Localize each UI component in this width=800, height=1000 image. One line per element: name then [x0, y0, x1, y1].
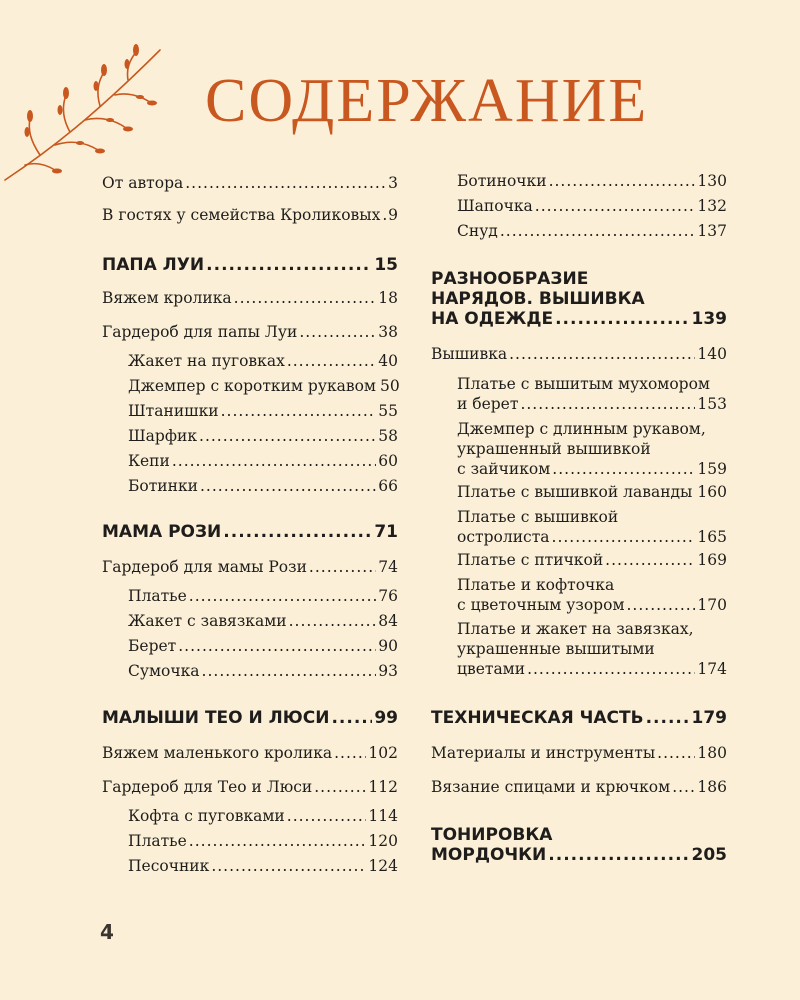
toc-entry[interactable]: Гардероб для мамы Рози ..... 74: [102, 557, 398, 577]
toc-section[interactable]: ПАПА ЛУИ ..... 15: [102, 255, 398, 275]
toc-section[interactable]: ТОНИРОВКА МОРДОЧКИ ..... 205: [431, 825, 727, 865]
toc-subentry[interactable]: Кофта с пуговками ..... 114: [128, 806, 398, 826]
toc-subentry[interactable]: Платье и кофточка с цветочным узором ..... 170: [457, 575, 727, 615]
toc-entry[interactable]: Вязание спицами и крючком ..... 186: [431, 777, 727, 797]
toc-subentry[interactable]: Ботиночки ..... 130: [457, 171, 727, 191]
toc-subentry[interactable]: Платье ..... 76: [128, 586, 398, 606]
toc-subentry[interactable]: Шарфик ..... 58: [128, 426, 398, 446]
toc-section[interactable]: РАЗНООБРАЗИЕ НАРЯДОВ. ВЫШИВКА НА ОДЕЖДЕ ..... 139: [431, 269, 727, 329]
toc-entry[interactable]: В гостях у семейства Кроликовых ..... 9: [102, 205, 398, 225]
toc-subentry[interactable]: Жакет на пуговках ..... 40: [128, 351, 398, 371]
toc-subentry[interactable]: Платье и жакет на завязках, украшенные вышитыми цветами ..... 174: [457, 619, 727, 679]
toc-subentry[interactable]: Джемпер с коротким рукавом 50: [128, 377, 400, 395]
toc-subentry[interactable]: Кепи ..... 60: [128, 451, 398, 471]
toc-section[interactable]: МАЛЫШИ ТЕО И ЛЮСИ ..... 99: [102, 708, 398, 728]
toc-subentry[interactable]: Платье с птичкой ..... 169: [457, 550, 727, 570]
page-number: 4: [100, 920, 114, 944]
toc-subentry[interactable]: Платье с вышивкой лаванды ..... 160: [457, 482, 727, 502]
toc-section[interactable]: МАМА РОЗИ ..... 71: [102, 522, 398, 542]
toc-section[interactable]: ТЕХНИЧЕСКАЯ ЧАСТЬ ..... 179: [431, 708, 727, 728]
toc-subentry[interactable]: Ботинки ..... 66: [128, 476, 398, 496]
toc-subentry[interactable]: Джемпер с длинным рукавом, украшенный вышивкой с зайчиком ..... 159: [457, 419, 727, 479]
toc-subentry[interactable]: Платье с вышивкой остролиста ..... 165: [457, 507, 727, 547]
toc-subentry[interactable]: Снуд ..... 137: [457, 221, 727, 241]
toc-entry[interactable]: Материалы и инструменты ..... 180: [431, 743, 727, 763]
toc-subentry[interactable]: Берет ..... 90: [128, 636, 398, 656]
toc-subentry[interactable]: Песочник ..... 124: [128, 856, 398, 876]
toc-entry[interactable]: От автора ..... 3: [102, 173, 398, 193]
toc-entry[interactable]: Гардероб для Тео и Люси ..... 112: [102, 777, 398, 797]
toc-subentry[interactable]: Штанишки ..... 55: [128, 401, 398, 421]
branch-illustration: [0, 40, 190, 190]
toc-entry[interactable]: Вышивка ..... 140: [431, 344, 727, 364]
toc-entry[interactable]: Вяжем кролика ..... 18: [102, 288, 398, 308]
toc-subentry[interactable]: Жакет с завязками ..... 84: [128, 611, 398, 631]
toc-subentry[interactable]: Сумочка ..... 93: [128, 661, 398, 681]
toc-subentry[interactable]: Шапочка ..... 132: [457, 196, 727, 216]
toc-subentry[interactable]: Платье ..... 120: [128, 831, 398, 851]
toc-entry[interactable]: Гардероб для папы Луи ..... 38: [102, 322, 398, 342]
toc-entry[interactable]: Вяжем маленького кролика ..... 102: [102, 743, 398, 763]
toc-subentry[interactable]: Платье с вышитым мухомором и берет ..... 153: [457, 374, 727, 414]
page-title: СОДЕРЖАНИЕ: [205, 67, 649, 135]
